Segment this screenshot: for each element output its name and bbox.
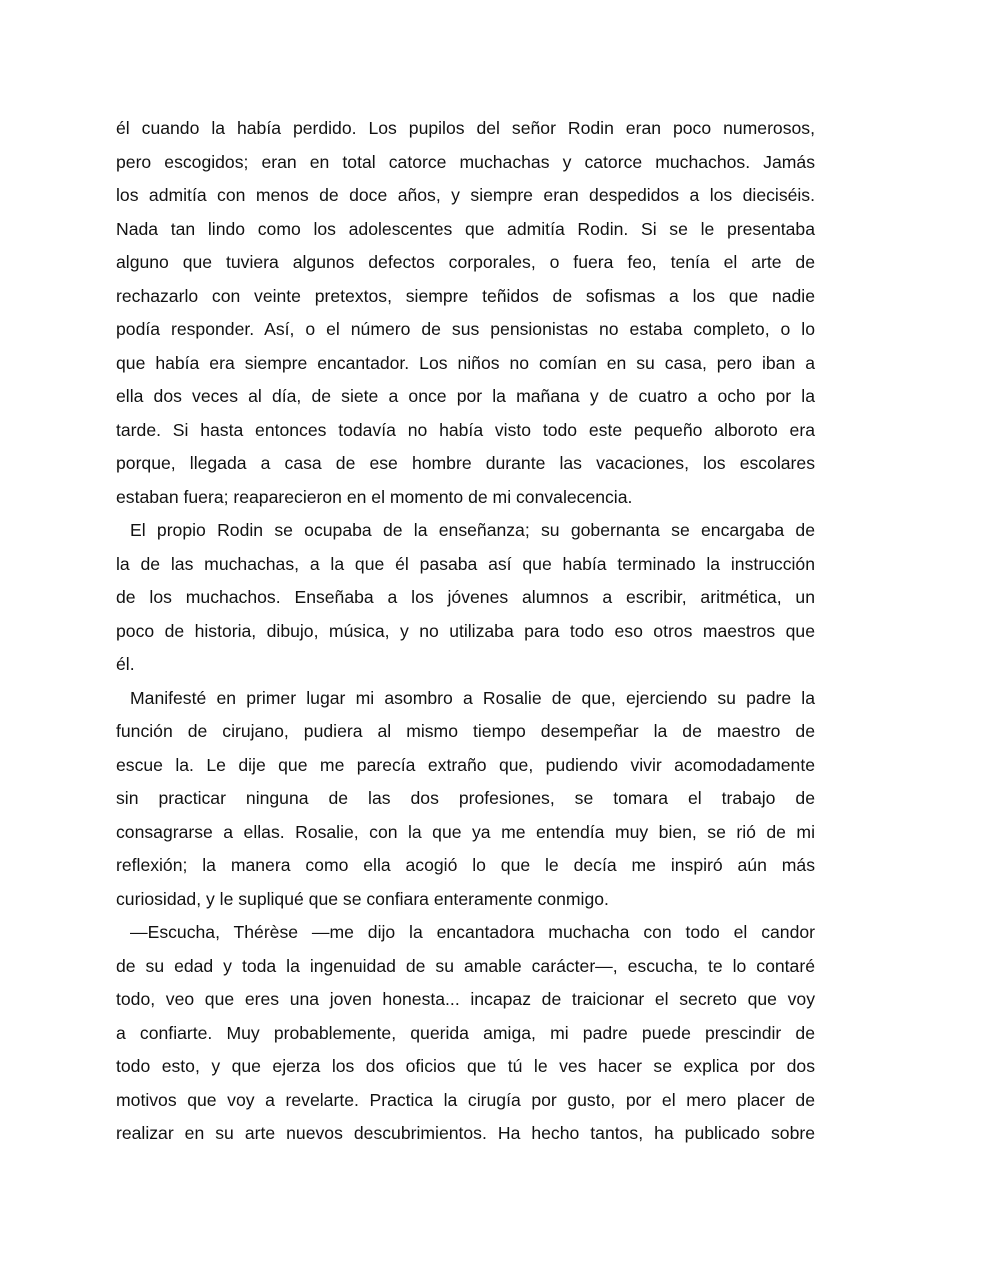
text-line: la de las muchachas, a la que él pasaba así que había terminado la instrucción: [116, 553, 815, 574]
text-line: todo, veo que eres una joven honesta... incapaz de traicionar el secreto que voy: [116, 989, 815, 1009]
text-line: escue la. Le dije que me parecía extraño que, pudiendo vivir acomodadamente: [116, 754, 815, 775]
text-line: poco de historia, dibujo, música, y no utilizaba para todo eso otros maestros que: [116, 620, 815, 641]
text-line: que había era siempre encantador. Los niños no comían en su casa, pero iban a: [116, 352, 815, 373]
text-line: de los muchachos. Enseñaba a los jóvenes alumnos a escribir, aritmética, un: [116, 587, 815, 607]
text-line: función de cirujano, pudiera al mismo tiempo desempeñar la de maestro de: [116, 721, 815, 741]
text-line: podía responder. Así, o el número de sus pensionistas no estaba completo, o lo: [116, 319, 815, 339]
text-line: de su edad y toda la ingenuidad de su amable carácter—, escucha, te lo contaré: [116, 955, 815, 976]
text-line: curiosidad, y le supliqué que se confiara enteramente conmigo.: [116, 888, 609, 909]
text-line: realizar en su arte nuevos descubrimientos. Ha hecho tantos, ha publicado sobre: [116, 1123, 815, 1143]
document-page: [116, 112, 815, 1151]
text-line: rechazarlo con veinte pretextos, siempre teñidos de sofismas a los que nadie: [116, 285, 815, 306]
text-line: reflexión; la manera como ella acogió lo que le decía me inspiró aún más: [116, 855, 815, 875]
text-line: todo esto, y que ejerza los dos oficios que tú le ves hacer se explica por dos: [116, 1056, 815, 1076]
text-line: Nada tan lindo como los adolescentes que admitía Rodin. Si se le presentaba: [116, 218, 815, 239]
text-line: pero escogidos; eran en total catorce muchachas y catorce muchachos. Jamás: [116, 151, 815, 172]
text-line: él.: [116, 654, 135, 674]
text-line: El propio Rodin se ocupaba de la enseñanza; su gobernanta se encargaba de: [130, 520, 815, 540]
text-line: —Escucha, Thérèse —me dijo la encantadora muchacha con todo el candor: [130, 922, 815, 942]
text-line: alguno que tuviera algunos defectos corporales, o fuera feo, tenía el arte de: [116, 252, 815, 272]
text-line: sin practicar ninguna de las dos profesiones, se tomara el trabajo de: [116, 788, 815, 808]
text-line: él cuando la había perdido. Los pupilos del señor Rodin eran poco numerosos,: [116, 118, 815, 138]
text-line: estaban fuera; reaparecieron en el momento de mi convalecencia.: [116, 486, 633, 507]
text-line: motivos que voy a revelarte. Practica la cirugía por gusto, por el mero placer de: [116, 1089, 815, 1110]
text-line: los admitía con menos de doce años, y siempre eran despedidos a los dieciséis.: [116, 185, 815, 205]
text-line: Manifesté en primer lugar mi asombro a Rosalie de que, ejerciendo su padre la: [130, 687, 815, 708]
text-line: ella dos veces al día, de siete a once por la mañana y de cuatro a ocho por la: [116, 386, 815, 406]
text-line: tarde. Si hasta entonces todavía no había visto todo este pequeño alboroto era: [116, 419, 815, 440]
text-line: porque, llegada a casa de ese hombre durante las vacaciones, los escolares: [116, 453, 815, 473]
text-line: a confiarte. Muy probablemente, querida amiga, mi padre puede prescindir de: [116, 1022, 815, 1043]
text-line: consagrarse a ellas. Rosalie, con la que ya me entendía muy bien, se rió de mi: [116, 821, 815, 842]
